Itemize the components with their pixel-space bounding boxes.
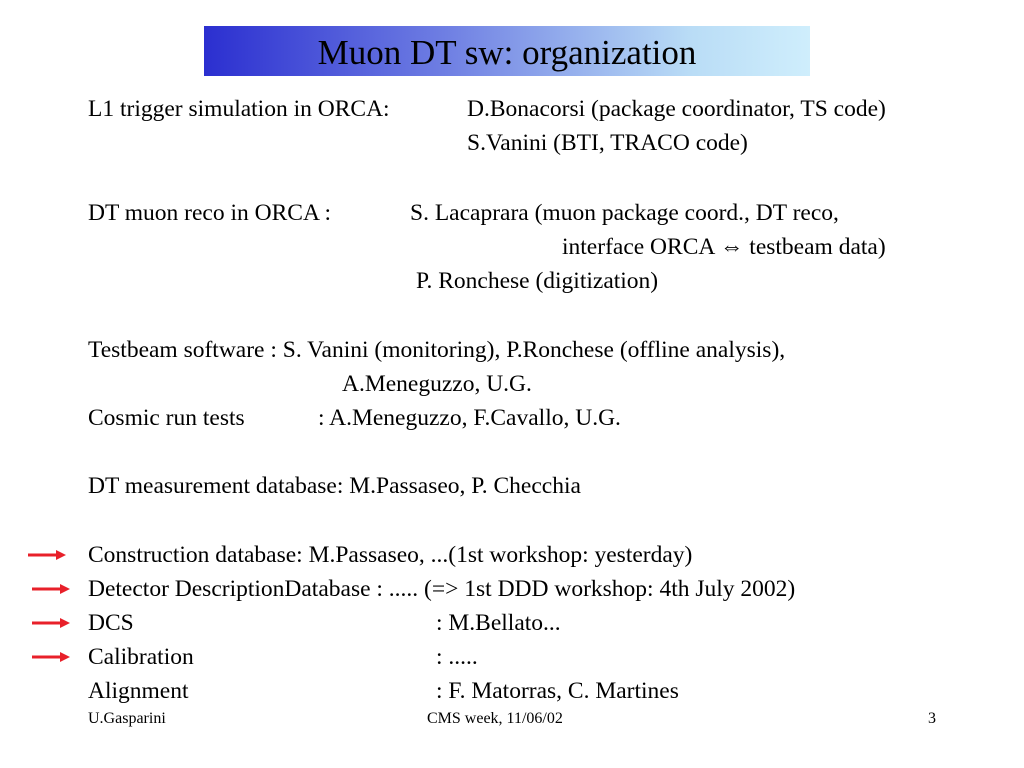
footer-author: U.Gasparini: [88, 710, 166, 727]
page-number: 3: [928, 710, 936, 727]
dt-reco-label: DT muon reco in ORCA :: [88, 200, 332, 226]
l1-trigger-person-2: S.Vanini (BTI, TRACO code): [467, 130, 748, 156]
alignment-label: Alignment: [88, 678, 189, 704]
right-arrow-icon: [28, 549, 66, 561]
cosmic-run-people: : A.Meneguzzo, F.Cavallo, U.G.: [318, 405, 621, 431]
dcs-people: : M.Bellato...: [436, 610, 561, 636]
slide-title: Muon DT sw: organization: [317, 32, 697, 72]
testbeam-software-cont: A.Meneguzzo, U.G.: [342, 371, 532, 397]
testbeam-software-line: Testbeam software : S. Vanini (monitoring), P.Ronchese (offline analysis),: [88, 337, 786, 363]
calibration-people: : .....: [436, 644, 478, 670]
title-banner: [204, 26, 810, 76]
right-arrow-icon: [32, 617, 70, 629]
calibration-label: Calibration: [88, 644, 194, 670]
dt-reco-person-1: S. Lacaprara (muon package coord., DT reco,: [410, 200, 839, 226]
dcs-label: DCS: [88, 610, 134, 636]
dt-measurement-db-line: DT measurement database: M.Passaseo, P. Checchia: [88, 473, 581, 499]
dt-reco-person-2: P. Ronchese (digitization): [416, 268, 659, 294]
l1-trigger-person-1: D.Bonacorsi (package coordinator, TS code): [467, 96, 886, 122]
right-arrow-icon: [32, 583, 70, 595]
alignment-people: : F. Matorras, C. Martines: [436, 678, 679, 704]
right-arrow-icon: [32, 651, 70, 663]
l1-trigger-label: L1 trigger simulation in ORCA:: [88, 96, 390, 122]
dt-reco-person-1-cont: interface ORCA ⇔ testbeam data): [562, 234, 886, 260]
construction-db-line: Construction database: M.Passaseo, ...(1st workshop: yesterday): [88, 542, 693, 568]
cosmic-run-label: Cosmic run tests: [88, 405, 245, 431]
ddd-line: Detector DescriptionDatabase : ..... (=> 1st DDD workshop: 4th July 2002): [88, 576, 796, 602]
footer-event: CMS week, 11/06/02: [427, 710, 563, 727]
